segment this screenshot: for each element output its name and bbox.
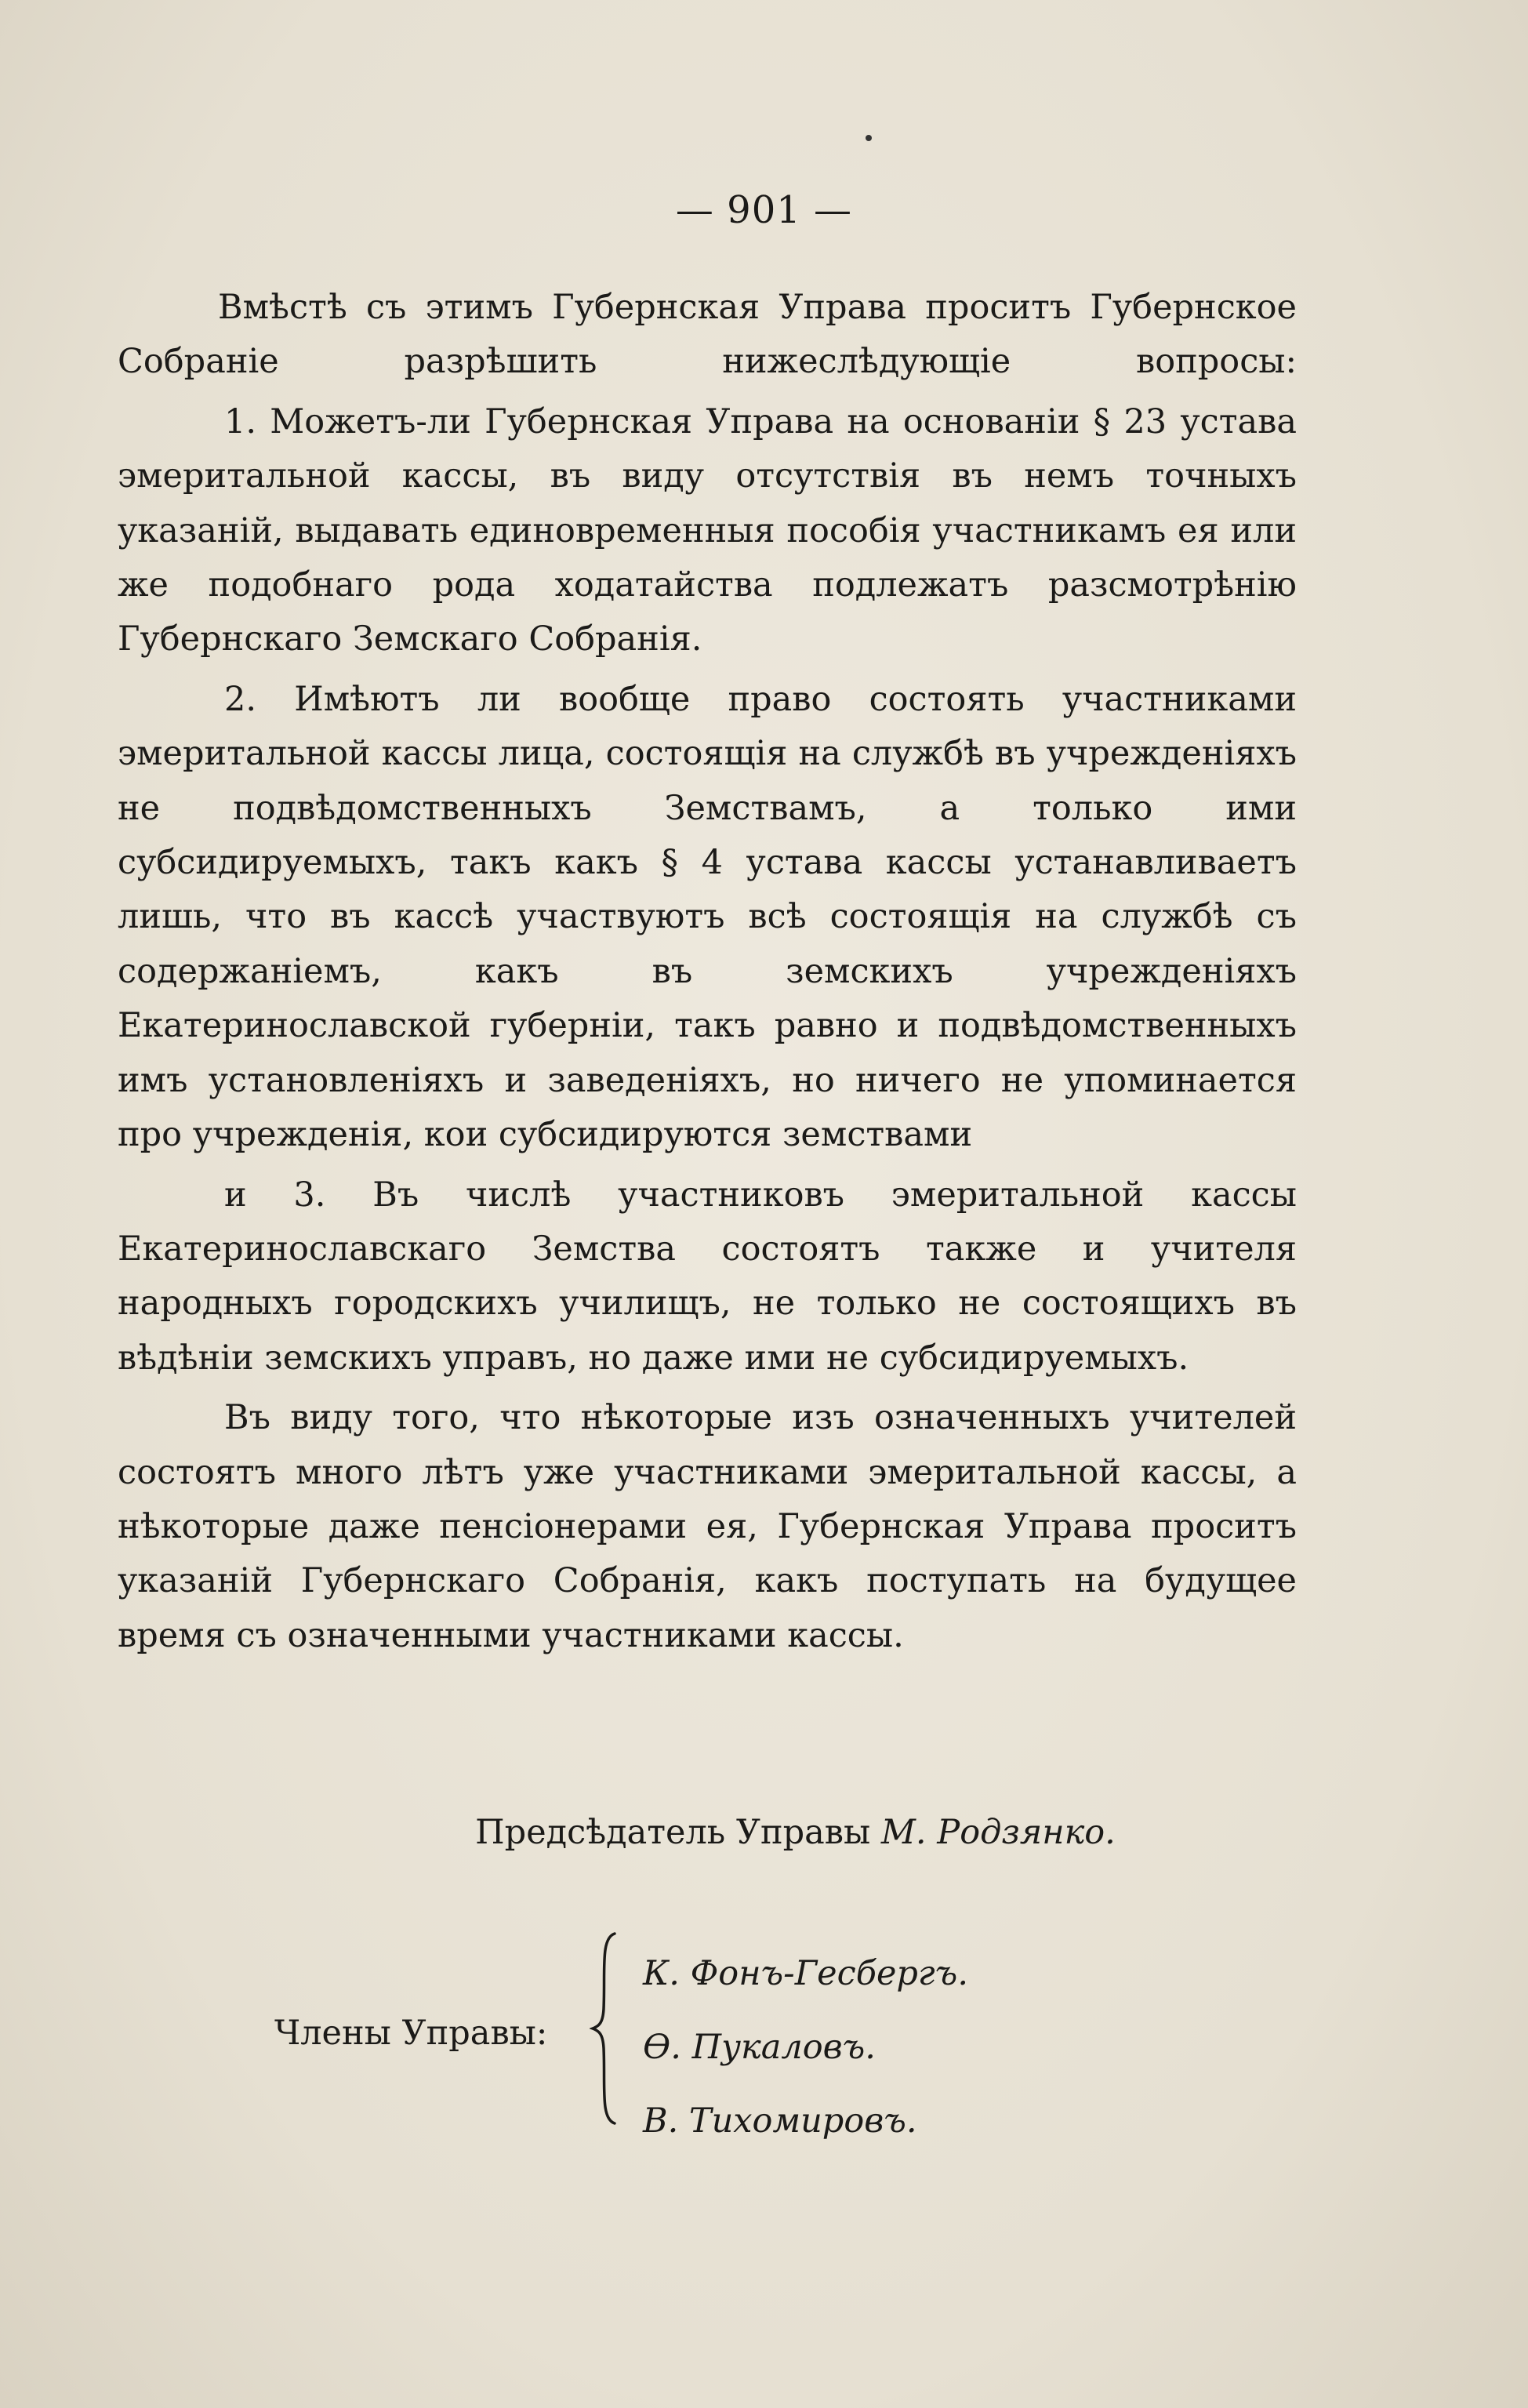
paragraph-question-1: 1. Можетъ-ли Губернская Управа на основаніи § 23 устава эмеритальной кассы, въ виду отсутствія въ немъ точныхъ указаній, выдавать единовременныя пособія участникамъ ея или же подобнаго рода ходатайства подлежатъ разсмотрѣнію Губернскаго Земскаго Собранія. — [118, 401, 1297, 659]
page-number: — 901 — — [675, 188, 853, 232]
paragraph-question-3: и 3. Въ числѣ участниковъ эмеритальной кассы Екатеринославскаго Земства состоятъ также и учителя народныхъ городскихъ училищъ, не только не состоящихъ въ вѣдѣніи земскихъ управъ, но даже ими не субсидируемыхъ. — [118, 1175, 1297, 1378]
chairman-signature — [0, 1813, 1528, 1852]
paragraph-question-2: 2. Имѣютъ ли вообще право состоять участниками эмеритальной кассы лица, состоящія на службѣ въ учрежденіяхъ не подвѣдомственныхъ Земствамъ, а только ими субсидируемыхъ, такъ какъ § 4 устава кассы устанавливаетъ лишь, что въ кассѣ участвуютъ всѣ состоящія на службѣ съ содержаніемъ, какъ въ земскихъ учрежденіяхъ Екатеринославской губерніи, такъ равно и подвѣдомственныхъ имъ установленіяхъ и заведеніяхъ, но ничего не упоминается про учрежденія, кои субсидируются земствами — [118, 679, 1297, 1155]
paragraph-intro: Вмѣстѣ съ этимъ Губернская Управа проситъ Губернское Собраніе разрѣшить нижеслѣдующіе вопросы: — [118, 288, 1297, 382]
ink-dot — [866, 135, 872, 141]
members-list — [643, 1937, 968, 2158]
paragraph-request: Въ виду того, что нѣкоторые изъ означенныхъ учителей состоятъ много лѣтъ уже участниками эмеритальной кассы, а нѣкоторые даже пенсіонерами ея, Губернская Управа проситъ указаній Губернскаго Собранія, какъ поступать на будущее время съ означенными участниками кассы. — [118, 1398, 1297, 1655]
curly-brace-icon — [590, 1930, 621, 2127]
member-name: В. Тихомировъ. — [643, 2101, 917, 2141]
member-name: К. Фонъ-Гесбергъ. — [643, 1954, 968, 1993]
body-text — [118, 281, 1297, 1669]
members-label: Члены Управы: — [274, 2014, 548, 2053]
member-name: Ѳ. Пукаловъ. — [643, 2028, 876, 2067]
chairman-name: М. Родзянко. — [880, 1813, 1116, 1852]
chairman-title: Предсѣдатель Управы — [475, 1813, 871, 1852]
